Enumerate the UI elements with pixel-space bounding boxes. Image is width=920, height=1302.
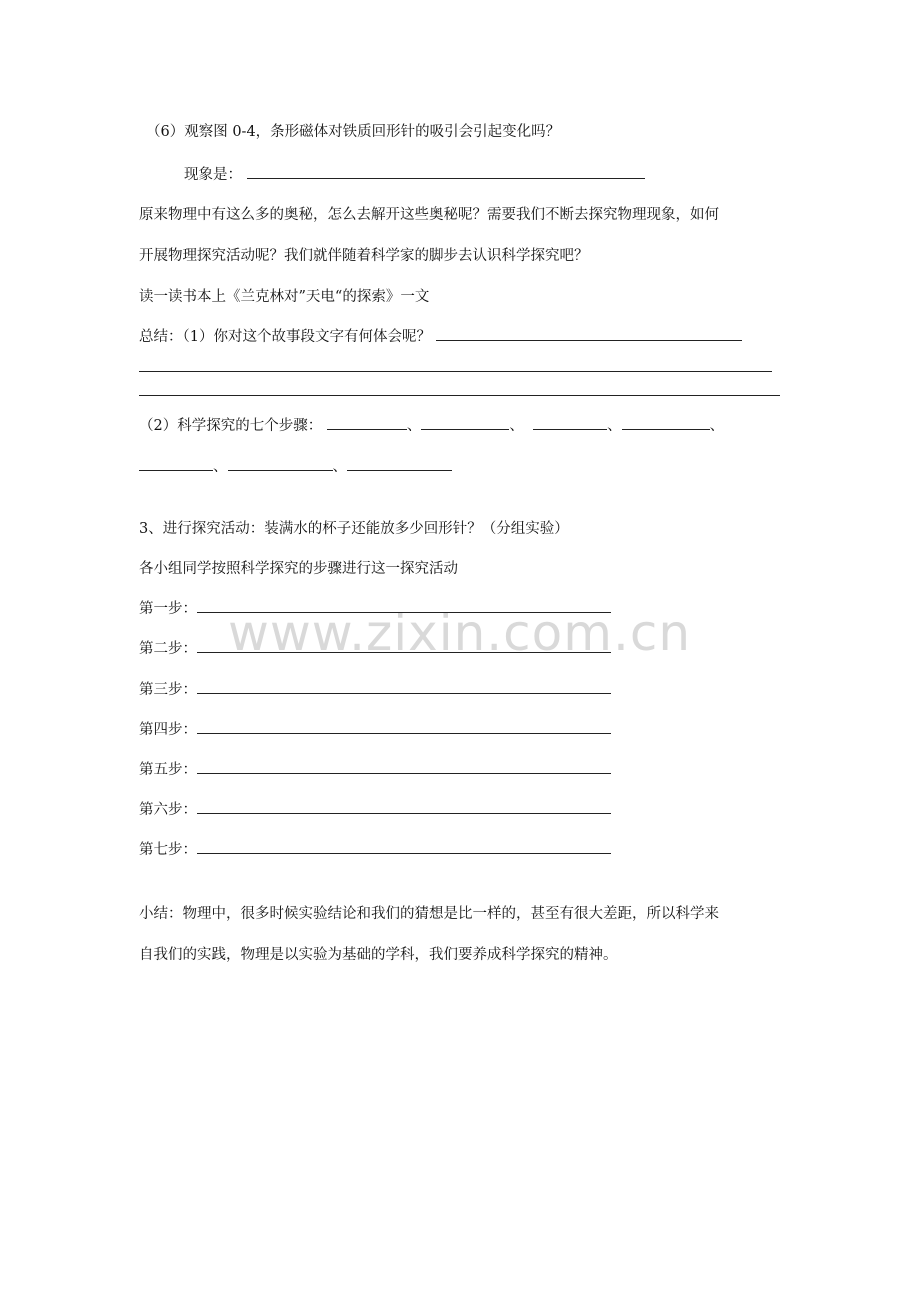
step-label: 第七步： bbox=[139, 842, 197, 858]
step-row-1 bbox=[139, 597, 611, 618]
reading-instruction: 读一读书本上《兰克林对”天电“的探索》一文 bbox=[139, 289, 430, 305]
step-label: 第三步： bbox=[139, 682, 197, 698]
phenomenon-answer-blank[interactable] bbox=[247, 164, 645, 179]
summary-q1-blank[interactable] bbox=[436, 326, 742, 341]
step-answer-blank[interactable] bbox=[197, 719, 611, 734]
step-blank-3[interactable] bbox=[533, 415, 607, 430]
step-answer-blank[interactable] bbox=[197, 638, 611, 653]
step-answer-blank[interactable] bbox=[197, 799, 611, 814]
step-blank-2[interactable] bbox=[421, 415, 509, 430]
answer-line-2[interactable] bbox=[139, 395, 780, 396]
step-blank-5[interactable] bbox=[139, 456, 213, 471]
step-label: 第二步： bbox=[139, 641, 197, 657]
activity-instruction: 各小组同学按照科学探究的步骤进行这一探究活动 bbox=[139, 561, 458, 577]
conclusion-line-1: 小结：物理中，很多时候实验结论和我们的猜想是比一样的，甚至有很大差距，所以科学来 bbox=[139, 906, 719, 922]
step-blank-4[interactable] bbox=[622, 415, 710, 430]
answer-line-1[interactable] bbox=[139, 371, 772, 372]
conclusion-line-2: 自我们的实践，物理是以实验为基础的学科，我们要养成科学探究的精神。 bbox=[139, 947, 618, 963]
intro-line-1: 原来物理中有这么多的奥秘，怎么去解开这些奥秘呢？需要我们不断去探究物理现象，如何 bbox=[139, 207, 719, 223]
step-blank-1[interactable] bbox=[327, 415, 407, 430]
step-row-4 bbox=[139, 718, 611, 739]
step-row-7 bbox=[139, 838, 611, 859]
summary-q1-row bbox=[139, 325, 742, 346]
step-label: 第一步： bbox=[139, 601, 197, 617]
summary-q2-row-2: 、 、 bbox=[139, 455, 452, 476]
step-label: 第六步： bbox=[139, 802, 197, 818]
step-answer-blank[interactable] bbox=[197, 839, 611, 854]
summary-q2-row: （2）科学探究的七个步骤： 、 、 、 、 bbox=[139, 414, 724, 435]
phenomenon-label: 现象是： bbox=[184, 167, 242, 183]
step-blank-7[interactable] bbox=[347, 456, 452, 471]
step-row-6 bbox=[139, 798, 611, 819]
question-6: （6）观察图 0-4，条形磁体对铁质回形针的吸引会引起变化吗？ bbox=[146, 124, 561, 140]
step-answer-blank[interactable] bbox=[197, 679, 611, 694]
activity-title: 3、进行探究活动：装满水的杯子还能放多少回形针？（分组实验） bbox=[139, 521, 569, 537]
phenomenon-row bbox=[184, 163, 645, 184]
summary-q2-text: （2）科学探究的七个步骤： bbox=[139, 418, 323, 434]
step-label: 第五步： bbox=[139, 762, 197, 778]
watermark: www.zixin.com.cn bbox=[228, 604, 692, 662]
step-label: 第四步： bbox=[139, 722, 197, 738]
intro-line-2: 开展物理探究活动呢？我们就伴随着科学家的脚步去认识科学探究吧？ bbox=[139, 248, 589, 264]
step-row-3 bbox=[139, 678, 611, 699]
summary-q1-text: 总结：（1）你对这个故事段文字有何体会呢？ bbox=[139, 329, 431, 345]
step-blank-6[interactable] bbox=[228, 456, 333, 471]
step-row-5 bbox=[139, 758, 611, 779]
step-answer-blank[interactable] bbox=[197, 759, 611, 774]
step-row-2 bbox=[139, 637, 611, 658]
step-answer-blank[interactable] bbox=[197, 598, 611, 613]
